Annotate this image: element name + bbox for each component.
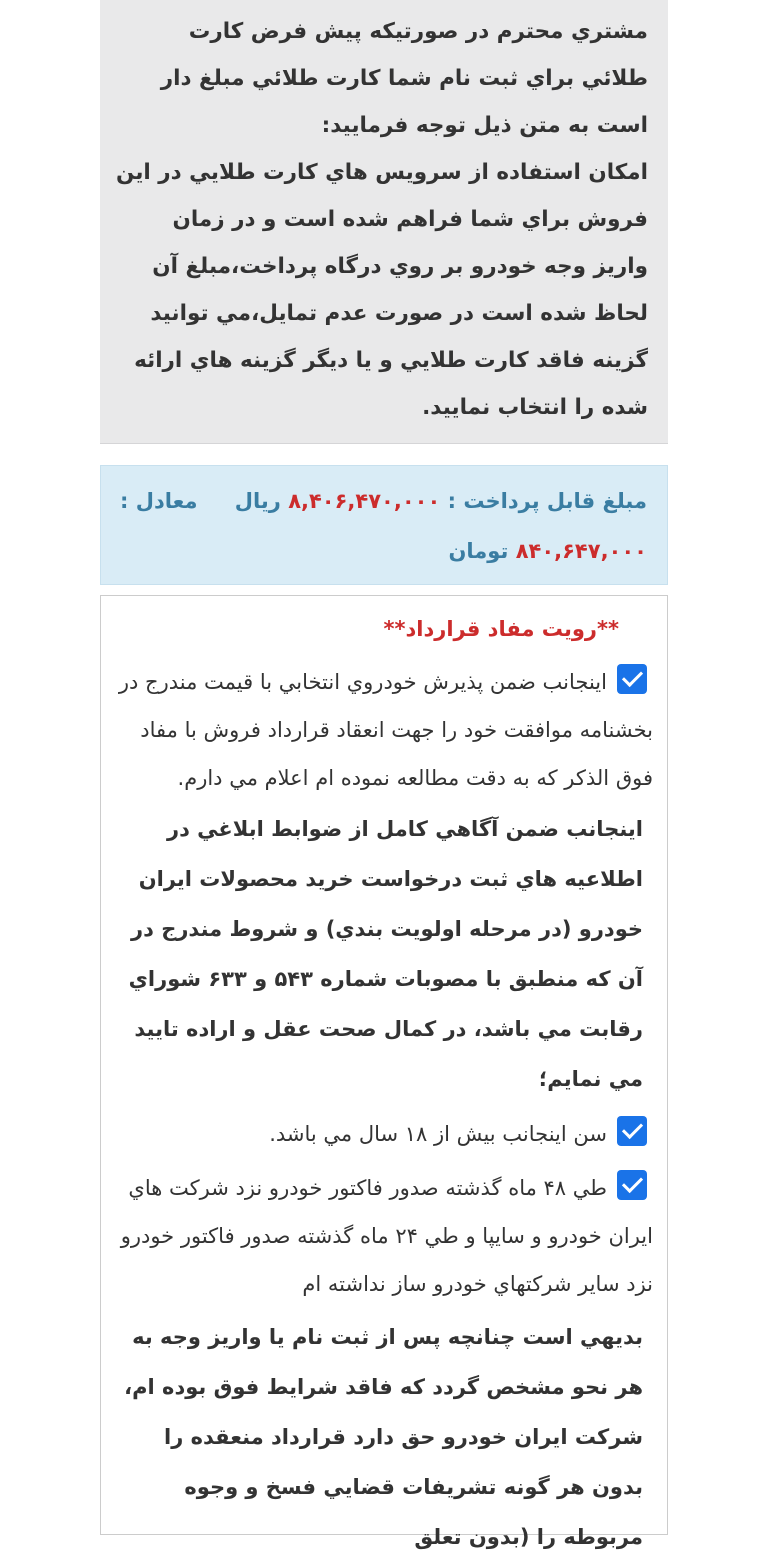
- regulations-statement: اينجانب ضمن آگاهي کامل از ضوابط ابلاغي در اطلاعيه هاي ثبت درخواست خريد محصولات ايران خودرو (در مرحله اولويت بندي) و شروط مندرج در آن که منطبق با مصوبات شماره ۵۴۳ و ۶۳۳ شوراي رقابت مي باشد، در کمال صحت عقل و اراده تاييد مي نمايم؛: [128, 817, 643, 1091]
- contract-terms-box: [100, 595, 668, 1549]
- rial-amount-value: ۸,۴۰۶,۴۷۰,۰۰۰: [288, 489, 441, 513]
- no-prior-invoice-text: طي ۴۸ ماه گذشته صدور فاکتور خودرو نزد شرکت هاي ايران خودرو و سايپا و طي ۲۴ ماه گذشته صدور فاکتور خودرو نزد ساير شرکتهاي خودرو ساز نداشته ام: [120, 1176, 653, 1296]
- accept-contract-item: [109, 658, 653, 802]
- accept-contract-checkbox[interactable]: [617, 664, 647, 694]
- toman-unit: تومان: [448, 539, 509, 563]
- contract-terms-title: **رويت مفاد قرارداد**: [383, 617, 619, 641]
- equivalent-label: معادل :: [120, 489, 198, 513]
- payable-amount-label: مبلغ قابل پرداخت :: [447, 489, 647, 513]
- golden-card-notice: [100, 0, 668, 444]
- payable-amount-box: [100, 465, 668, 585]
- no-prior-invoice-item: [109, 1164, 653, 1308]
- no-prior-invoice-checkbox[interactable]: [617, 1170, 647, 1200]
- age-confirm-checkbox[interactable]: [617, 1116, 647, 1146]
- notice-intro-text: مشتري محترم در صورتيکه پيش فرض کارت طلائي براي ثبت نام شما کارت طلائي مبلغ دار است به متن ذيل توجه فرماييد:: [160, 19, 648, 138]
- age-confirm-text: سن اينجانب بيش از ۱۸ سال مي باشد.: [269, 1122, 607, 1146]
- cancellation-statement: بديهي است چنانچه پس از ثبت نام يا واريز وجه به هر نحو مشخص گردد که فاقد شرايط فوق بوده ام، شرکت ايران خودرو حق دارد قرارداد منعقده را بدون هر گونه تشريفات قضايي فسخ و وجوه مربوطه را (بدون تعلق: [124, 1325, 643, 1549]
- notice-detail-text: امکان استفاده از سرويس هاي کارت طلايي در اين فروش براي شما فراهم شده است و در زمان واريز وجه خودرو بر روي درگاه پرداخت،مبلغ آن لحاظ شده است در صورت عدم تمايل،مي توانيد گزينه فاقد کارت طلايي و يا ديگر گزينه هاي ارائه شده را انتخاب نماييد.: [116, 160, 648, 420]
- accept-contract-text: اينجانب ضمن پذيرش خودروي انتخابي با قيمت مندرج در بخشنامه موافقت خود را جهت انعقاد قرارداد فروش با مفاد فوق الذکر که به دقت مطالعه نموده ام اعلام مي دارم.: [118, 670, 653, 790]
- toman-amount-value: ۸۴۰,۶۴۷,۰۰۰: [515, 539, 647, 563]
- rial-unit: ريال: [234, 489, 281, 513]
- age-confirm-item: [109, 1110, 653, 1158]
